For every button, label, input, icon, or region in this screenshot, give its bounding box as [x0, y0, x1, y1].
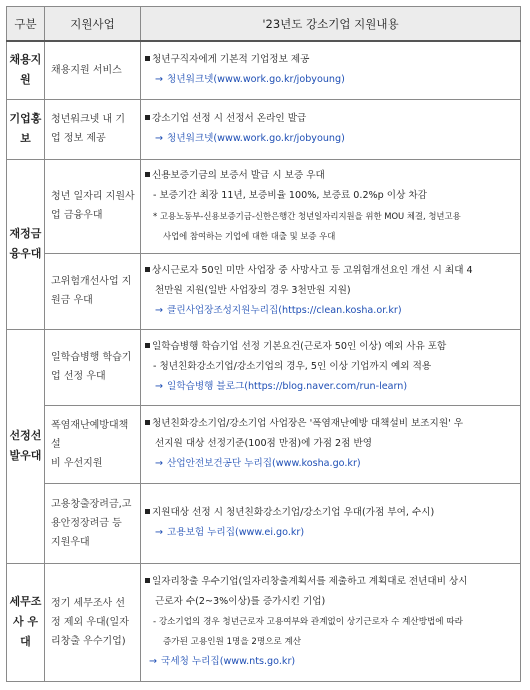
bullet-icon: [145, 420, 150, 425]
content-line: 강소기업 선정 시 선정서 온라인 발급: [145, 109, 517, 129]
program-cell: 고용창출장려금,고 용안정장려금 등 지원우대: [45, 483, 141, 563]
content-link[interactable]: → 국세청 누리집(www.nts.go.kr): [149, 656, 296, 667]
content-line: 상시근로자 50인 미만 사업장 중 사망사고 등 고위험개선요인 개선 시 최대 4: [145, 261, 517, 281]
support-table: [6, 6, 521, 682]
category-cell: [7, 99, 45, 159]
program-cell: 폭염재난예방대책설 비 우선지원: [45, 405, 141, 483]
program-cell: 청년 일자리 지원사 업 금융우대: [45, 159, 141, 253]
support-table-wrapper: [6, 6, 520, 682]
arrow-icon: →: [155, 527, 164, 538]
category-label: 선정선 발우대: [9, 429, 42, 462]
content-line: 선지원 대상 선정기준(100점 만점)에 가점 2점 반영: [155, 438, 373, 449]
arrow-icon: →: [149, 656, 158, 667]
content-cell: [141, 159, 521, 253]
bullet-icon: [145, 267, 150, 272]
table-row: [7, 329, 521, 405]
program-cell: 청년워크넷 내 기 업 정보 제공: [45, 99, 141, 159]
table-row: [7, 483, 521, 563]
content-line: 증가된 고용인원 1명을 2명으로 계산: [163, 637, 302, 647]
content-line: 지원대상 선정 시 청년친화강소기업/강소기업 우대(가점 부여, 수시): [145, 503, 517, 523]
bullet-icon: [145, 343, 150, 348]
content-link[interactable]: → 청년워크넷(www.work.go.kr/jobyoung): [155, 133, 345, 144]
table-row: [7, 253, 521, 329]
arrow-icon: →: [155, 74, 164, 86]
content-cell: [141, 483, 521, 563]
header-content: '23년도 강소기업 지원내용: [141, 7, 521, 42]
table-row: [7, 563, 521, 681]
arrow-icon: →: [155, 458, 164, 469]
program-cell: 정기 세무조사 선 정 제외 우대(일자 리창출 우수기업): [45, 563, 141, 681]
content-note: * 고용노동부-신용보증기금-신한은행간 청년일자리지원을 위한 MOU 체결, 청년고용: [153, 211, 461, 221]
content-link[interactable]: → 고용보험 누리집(www.ei.go.kr): [155, 527, 305, 538]
bullet-icon: [145, 115, 150, 120]
table-row: [7, 99, 521, 159]
header-program: 지원사업: [45, 7, 141, 42]
content-line: 신용보증기금의 보증서 발급 시 보증 우대: [145, 166, 517, 186]
bullet-icon: [145, 172, 150, 177]
content-line: 청년구직자에게 기본적 기업정보 제공: [145, 50, 517, 70]
category-label: 채용지 원: [9, 53, 42, 87]
table-row: [7, 159, 521, 253]
program-cell: 고위험개선사업 지 원금 우대: [45, 253, 141, 329]
content-line: 청년친화강소기업/강소기업 사업장은 '폭염재난예방 대책설비 보조지원' 우: [145, 414, 517, 434]
content-line: - 강소기업의 경우 청년근로자 고용여부와 관계없이 상기근로자 수 계산방법에 따라: [153, 617, 463, 627]
content-note: 사업에 참여하는 기업에 대한 대출 및 보증 우대: [163, 231, 336, 241]
content-cell: [141, 41, 521, 99]
category-cell: [7, 41, 45, 99]
category-label: 세무조 사 우대: [9, 595, 42, 648]
arrow-icon: →: [155, 305, 164, 316]
content-link[interactable]: → 청년워크넷(www.work.go.kr/jobyoung): [155, 74, 345, 86]
content-cell: [141, 329, 521, 405]
content-line: 천만원 지원(일반 사업장의 경우 3천만원 지원): [155, 285, 351, 296]
category-cell: [7, 563, 45, 681]
table-row: [7, 41, 521, 99]
content-cell: [141, 563, 521, 681]
content-line: - 청년친화강소기업/강소기업의 경우, 5인 이상 기업까지 예외 적용: [153, 361, 432, 372]
bullet-icon: [145, 56, 150, 61]
content-link[interactable]: → 일학습병행 블로그(https://blog.naver.com/run-learn): [155, 381, 408, 392]
program-cell: 채용지원 서비스: [45, 41, 141, 99]
bullet-icon: [145, 509, 150, 514]
table-row: [7, 405, 521, 483]
content-link[interactable]: → 산업안전보건공단 누리집(www.kosha.go.kr): [155, 458, 361, 469]
category-cell: [7, 159, 45, 329]
category-cell: [7, 329, 45, 563]
content-line: 일학습병행 학습기업 선정 기본요건(근로자 50인 이상) 예외 사유 포함: [145, 337, 517, 357]
arrow-icon: →: [155, 133, 164, 144]
content-cell: [141, 99, 521, 159]
content-line: 일자리창출 우수기업(일자리창출계획서를 제출하고 계획대로 전년대비 상시: [145, 572, 517, 592]
category-label: 기업홍 보: [9, 112, 42, 145]
category-label: 재정금 융우대: [9, 227, 42, 260]
content-line: 근로자 수(2~3%이상)를 증가시킨 기업): [155, 596, 326, 607]
content-link[interactable]: → 클린사업장조성지원누리집(https://clean.kosha.or.kr): [155, 305, 402, 316]
arrow-icon: →: [155, 381, 164, 392]
program-cell: 일학습병행 학습기 업 선정 우대: [45, 329, 141, 405]
content-cell: [141, 405, 521, 483]
bullet-icon: [145, 578, 150, 583]
header-category: 구분: [7, 7, 45, 42]
table-header-row: [7, 7, 521, 42]
content-cell: [141, 253, 521, 329]
content-line: - 보증기간 최장 11년, 보증비율 100%, 보증료 0.2%p 이상 차감: [153, 190, 427, 201]
